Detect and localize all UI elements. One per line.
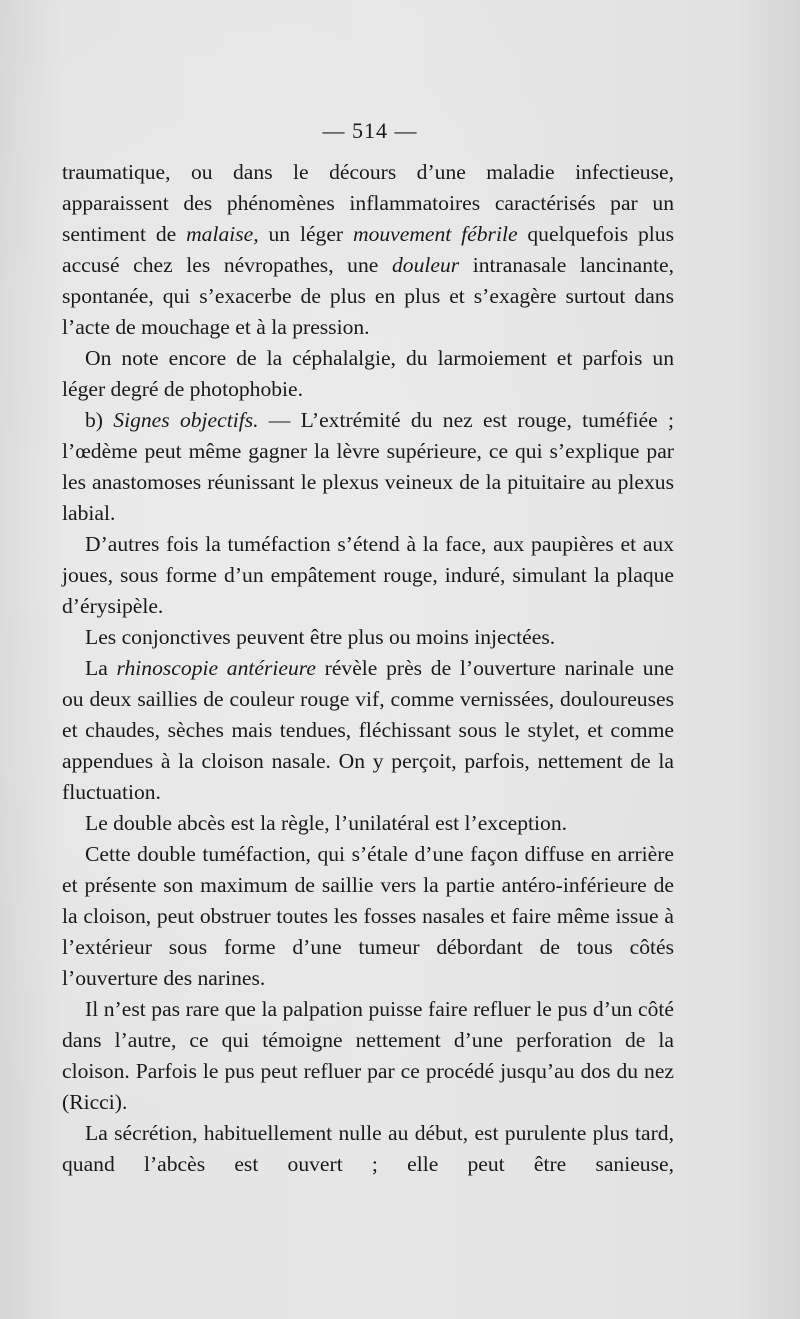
text-run: traumatique, ou dans le décours d’une maladie infectieuse, apparaissent des phénomènes inflammatoires caractérisés par un sentiment de [62, 160, 674, 246]
text-run: La [85, 656, 117, 680]
text-run: b) [85, 408, 114, 432]
paragraph [62, 529, 674, 622]
paragraph [62, 622, 674, 653]
text-run: D’autres fois la tuméfaction s’étend à la face, aux paupières et aux joues, sous forme d’un empâtement rouge, induré, simulant la plaque d’érysipèle. [62, 532, 674, 618]
paragraph [62, 839, 674, 994]
text-run: La sécrétion, habituellement nulle au début, est purulente plus tard, quand l’abcès est ouvert ; elle peut être sanieuse, [62, 1121, 674, 1176]
page-number: — 514 — [322, 118, 418, 143]
paragraph [62, 343, 674, 405]
paragraph [62, 1118, 674, 1180]
italic-text: Signes objectifs. [113, 408, 259, 432]
italic-text: mouvement fébrile [352, 222, 518, 246]
paragraph [62, 405, 674, 529]
body-text [62, 157, 674, 1180]
text-run: Le double abcès est la règle, l’unilatéral est l’exception. [85, 811, 568, 835]
text-run: — L’extrémité du nez est rouge, tuméfiée ; l’œdème peut même gagner la lèvre supérieure, ce qui s’explique par les anastomoses réunissant le plexus veineux de la pituitaire au plexus labial. [62, 408, 674, 525]
text-run: intranasale lancinante, spontanée, qui s’exacerbe de plus en plus et s’exagère surtout dans l’acte de mouchage et à la pression. [62, 253, 674, 339]
italic-text: rhinoscopie antérieure [116, 656, 316, 680]
paragraph [62, 808, 674, 839]
italic-text: malaise, [186, 222, 259, 246]
text-run: Cette double tuméfaction, qui s’étale d’une façon diffuse en arrière et présente son maximum de saillie vers la partie antéro-inférieure de la cloison, peut obstruer toutes les fosses nasales et faire même issue à l’extérieur sous forme d’une tumeur débordant de tous côtés l’ouverture des narines. [62, 842, 674, 990]
paragraph [62, 653, 674, 808]
paragraph [62, 157, 674, 343]
text-run: révèle près de l’ouverture narinale une ou deux saillies de couleur rouge vif, comme vernissées, douloureuses et chaudes, sèches mais tendues, fléchissant sous le stylet, et comme appendues à la cloison nasale. On y perçoit, parfois, nettement de la fluctuation. [62, 656, 674, 804]
text-run: quelquefois plus accusé chez les névropathes, une [62, 222, 674, 277]
text-run: un léger [258, 222, 353, 246]
paragraph [62, 994, 674, 1118]
text-run: Les conjonctives peuvent être plus ou moins injectées. [85, 625, 556, 649]
text-run: Il n’est pas rare que la palpation puisse faire refluer le pus d’un côté dans l’autre, ce qui témoigne nettement d’une perforation de la cloison. Parfois le pus peut refluer par ce procédé jusqu’au dos du nez (Ricci). [62, 997, 674, 1114]
italic-text: douleur [391, 253, 460, 277]
text-run: On note encore de la céphalalgie, du larmoiement et parfois un léger degré de photophobie. [62, 346, 674, 401]
